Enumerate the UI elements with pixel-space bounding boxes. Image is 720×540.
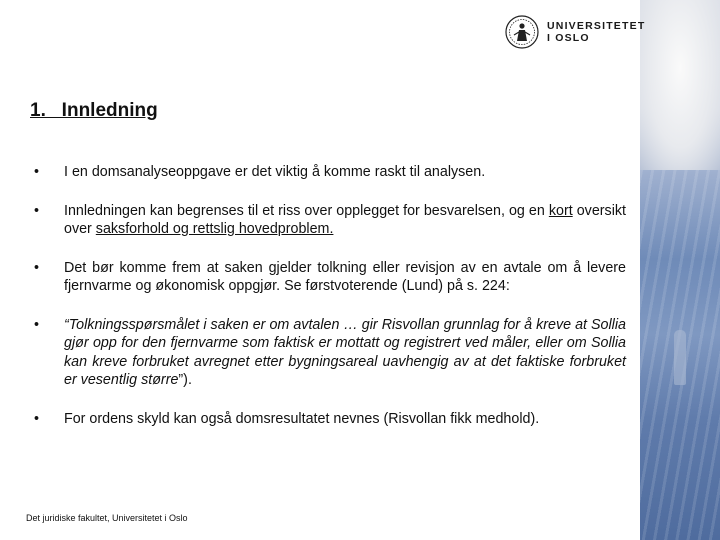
quote-end: ”). <box>178 372 192 388</box>
logo-line-2: I OSLO <box>547 32 590 44</box>
bullet-marker: • <box>34 202 40 219</box>
logo-line-1: UNIVERSITETET <box>547 20 646 32</box>
footer-text: Det juridiske fakultet, Universitetet i Oslo <box>26 513 188 523</box>
bullet-list <box>30 163 626 428</box>
quote-text: “Tolkningsspørsmålet i saken er om avtalen … gir Risvollan grunnlag for å kreve at Sollia gjør opp for den fjernvarme som faktisk er mottatt og registrert ved måler, eller om Sollia kan kreve forbruket avregnet etter bygningsareal uavhengig av at det faktiske forbruket er vesentlig større <box>64 316 626 388</box>
slide-title: 1. Innledning <box>30 100 158 121</box>
bullet-item-1 <box>30 163 626 182</box>
university-seal-icon <box>505 15 539 49</box>
bullet-marker: • <box>34 316 40 333</box>
bullet-text: For ordens skyld kan også domsresultatet nevnes (Risvollan fikk medhold). <box>64 410 540 427</box>
bullet-marker: • <box>34 164 40 180</box>
bullet-item-4 <box>30 316 626 390</box>
bullet-text: Det bør komme frem at saken gjelder tolkning eller revisjon av en avtale om å levere fjernvarme og økonomisk oppgjør. Se førstvoterende (Lund) på s. 224: <box>64 259 626 294</box>
bullet-text-part1: Innledningen kan begrenses til et riss over opplegget for besvarelsen, og en <box>64 202 549 219</box>
decorative-side-band <box>640 0 720 540</box>
bullet-marker: • <box>34 259 40 276</box>
underlined-kort: kort <box>548 202 573 219</box>
band-figure-silhouette <box>674 330 686 385</box>
logo-text <box>547 20 645 44</box>
band-statue-area <box>640 0 720 170</box>
underlined-saksforhold: saksforhold og rettslig hovedproblem. <box>95 221 334 237</box>
bullet-text: I en domsanalyseoppgave er det viktig å komme raskt til analysen. <box>64 164 486 180</box>
bullet-item-3 <box>30 259 626 296</box>
bullet-marker: • <box>34 410 40 427</box>
bullet-text-part2: oversikt over <box>64 202 626 237</box>
bullet-item-5 <box>30 410 626 429</box>
bullet-item-2 <box>30 202 626 239</box>
university-logo <box>505 14 645 50</box>
